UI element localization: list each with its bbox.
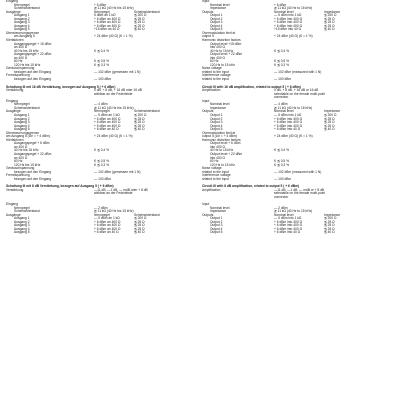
spec-impedance: ≦ 25 Ω [324, 23, 335, 28]
spec-label: Output 4 [210, 123, 223, 128]
spec-value: 5 dBm an 1 kΩ [94, 13, 116, 18]
spec-label: Output 5 [210, 27, 223, 32]
spec-label: 120 Hz bis 15 kHz [14, 62, 41, 67]
spec-label: Outputs [202, 212, 214, 217]
spec-label: Ausgangspegel + 22 dBm [14, 151, 52, 156]
spec-value: + 6 dBm into 400 Ω [274, 226, 302, 231]
spec-value: Nominal level [274, 212, 294, 217]
spec-value: ≧ 11 kΩ (40 Hz bis 15 kHz) [94, 209, 134, 214]
spec-label: Geräuschspannung [6, 166, 35, 171]
spec-label: Nennpegel [14, 205, 30, 210]
spec-value: K ≦ 0,4 % [274, 48, 290, 53]
spec-value: + 6 dBm an 400 Ω [94, 16, 121, 21]
spec-impedance: ≦ 40 Ω [324, 27, 335, 32]
spec-value: K ≦ 0,4 % [274, 148, 290, 153]
spec-impedance: ≦ 200 Ω [324, 112, 337, 117]
spec-label: Scheinwiderstand [14, 6, 40, 11]
spec-value: K ≦ 0,5 % [274, 59, 290, 64]
spec-value: + 6 dBm into 400 Ω [274, 16, 302, 21]
spec-label: Nennpegel [14, 102, 30, 107]
spec-impedance: ≦ 25 Ω [324, 123, 335, 128]
spec-value: K ≦ 0,4 % [94, 148, 110, 153]
spec-value: —11 dB, —1 dB, — mdB oder + 8 dB [94, 187, 148, 192]
spec-label: Übersteuerungsgrenze [6, 130, 40, 135]
spec-label: Ausgang 3 [14, 223, 30, 228]
spec-value: —11 dB, —1 dB, — mdB or + 8 dB [274, 187, 325, 192]
spec-label: Overmodulation limit at [202, 130, 236, 135]
spec-label: an 400 Ω [14, 55, 28, 60]
spec-value: + 6 dBm into 400 Ω [274, 123, 302, 128]
spec-impedance: ≦ 200 Ω [324, 13, 337, 18]
spec-line [6, 78, 200, 82]
spec-label: Ausgangspegel + 15 dBm [14, 41, 52, 46]
spec-label: bezogen auf den Eingang [14, 176, 52, 181]
spec-label: related to the input [202, 69, 229, 74]
spec-value: + 24 dBm (40 Ω) (K = 1 %) [274, 34, 313, 39]
spec-label: Output 1 [210, 13, 223, 18]
spec-label: Ausgang 4 [14, 226, 30, 231]
spec-value: K ≦ 0,5 % [94, 159, 110, 164]
spec-label: 40 Hz bis 15 kHz [14, 148, 39, 153]
spec-label: Eingang [6, 202, 18, 207]
spec-line [202, 78, 396, 82]
spec-impedance: ≦ 25 Ω [324, 20, 335, 25]
spec-value: K ≦ 0,5 % [94, 59, 110, 64]
spec-label: an 400 Ω [14, 45, 28, 50]
spec-impedance: ≦ 25 Ω [324, 219, 335, 224]
spec-value: — 100 dBm [94, 176, 112, 181]
spec-impedance: ≦ 200 Ω [134, 216, 147, 221]
spec-value: — 102 dBm (gemessen mit 1 N) [94, 69, 141, 74]
spec-impedance: ≦ 25 Ω [134, 116, 145, 121]
spec-label: an 400 Ω [14, 155, 28, 160]
spec-value: + 6 dBm an 400 Ω [94, 23, 121, 28]
spec-label: Nominal level [210, 205, 230, 210]
spec-value: — 5 dBm an 1 kΩ [94, 112, 120, 117]
spec-label: Input [202, 202, 210, 207]
spec-label: related to the input [202, 77, 229, 82]
spec-label: Ausgang 1 [14, 13, 30, 18]
spec-label: Output 2 [210, 16, 223, 21]
spec-value: — 102 dBm (measured with 1 N) [274, 69, 322, 74]
spec-value: 0 dB, + 8 dB, + 16 dB or 16 dB [274, 88, 319, 93]
spec-label: Fremdspannung [6, 73, 30, 78]
spec-label: 120 Hz to 15 kHz [210, 62, 235, 67]
spec-label: Ausgang 2 [14, 116, 30, 121]
english-spec-column [202, 0, 396, 400]
spec-value: — 102 dBm (gemessen mit 1 N) [94, 169, 141, 174]
spec-label: Outputs [202, 109, 214, 114]
german-spec-column [6, 0, 200, 400]
spec-value: ≧ 11 kΩ (40 Hz bis 15 kHz) [94, 105, 134, 110]
spec-value: — 100 dBm [94, 77, 112, 82]
spec-label: Ausgangspegel + 22 dBm [14, 52, 52, 57]
spec-value: connector [274, 95, 289, 100]
spec-value: — 2 dBm [274, 205, 288, 210]
spec-line [6, 178, 200, 182]
spec-label: bezogen auf den Eingang [14, 69, 52, 74]
spec-value: selectable on the female multi-point [274, 191, 326, 196]
spec-label: am Ausgang 5 (Ue = + 4 dBm) [6, 134, 50, 139]
spec-value: K ≦ 0,3 % [274, 162, 290, 167]
spec-label: Output 3 [210, 223, 223, 228]
spec-value: Nominal level [274, 109, 294, 114]
spec-label: bezogen auf den Eingang [14, 77, 52, 82]
spec-label: Ausgang 1 [14, 112, 30, 117]
spec-value: ≧ 11 kΩ (40 Hz to 15 kHz) [274, 6, 313, 11]
spec-label: Output level +15 dBm [210, 41, 242, 46]
spec-value: Nennpegel [94, 109, 110, 114]
spec-value: — 5 dBm into 1 kΩ [274, 216, 302, 221]
spec-impedance: ≦ 40 Ω [134, 127, 145, 132]
spec-impedance: ≦ 25 Ω [324, 223, 335, 228]
spec-impedance: ≦ 200 Ω [324, 216, 337, 221]
spec-label: 120 Hz bis 15 kHz [14, 162, 41, 167]
spec-label: Input [202, 98, 210, 103]
spec-label: Scheinwiderstand [14, 105, 40, 110]
spec-label: Output 1 [210, 112, 223, 117]
spec-label: Ausgang 1 [14, 216, 30, 221]
spec-label: Ausgangspegel + 6 dBm [14, 141, 50, 146]
spec-label: Fremdspannung [6, 173, 30, 178]
spec-label: Impedance [210, 6, 227, 11]
spec-value: wählbar an der Federleiste [94, 191, 133, 196]
section-heading-text: Schaltung III mit 16 dB Verstärkung, bezogen auf Ausgang 5 ( + 6 dBm) [6, 84, 116, 89]
spec-value: — 5 dBm into 1 kΩ [274, 112, 302, 117]
spec-impedance: ≦ 25 Ω [324, 116, 335, 121]
spec-label: Geräuschspannung [6, 66, 35, 71]
spec-label: 60 Hz [14, 59, 23, 64]
spec-impedance: ≦ 25 Ω [134, 226, 145, 231]
spec-value: + 6 dBm an 400 Ω [94, 123, 121, 128]
spec-value: +15 dBm an 40 Ω [94, 27, 120, 32]
spec-label: into 400 Ω [210, 155, 225, 160]
spec-label: Klirrfaktoren [6, 137, 24, 142]
spec-label: Verstärkung [6, 88, 24, 93]
spec-label: into 400 Ω [210, 55, 225, 60]
spec-label: 40 Hz bis 15 kHz [14, 48, 39, 53]
spec-label: Nominal level [210, 102, 230, 107]
spec-value: + 6 dBm an 400 Ω [94, 219, 121, 224]
spec-impedance: ≦ 25 Ω [134, 123, 145, 128]
spec-label: Nennpegel [14, 2, 30, 7]
spec-label: Output 4 [210, 23, 223, 28]
spec-label: 60 Hz [210, 59, 219, 64]
spec-impedance: Impedance [324, 212, 341, 217]
spec-impedance: ≦ 25 Ω [134, 20, 145, 25]
spec-value: 0 dB, + 8 dB, + 16 dB oder 16 dB [94, 88, 142, 93]
spec-impedance: ≦ 25 Ω [134, 219, 145, 224]
spec-impedance: ≦ 25 Ω [324, 120, 335, 125]
spec-label: Output 3 [210, 20, 223, 25]
spec-value: + 24 dBm (40 Ω) (K = 1 %) [274, 134, 313, 139]
spec-value: ≧ 11 kΩ (40 Hz to 15 kHz) [274, 105, 313, 110]
spec-value: K ≦ 0,5 % [274, 159, 290, 164]
spec-value: + 6 dBm an 40 Ω [94, 230, 119, 235]
spec-value: + 6 dBm into 400 Ω [274, 23, 302, 28]
spec-label: Verstärkung [6, 187, 24, 192]
spec-impedance: ≦ 40 Ω [324, 127, 335, 132]
spec-label: Overmodulation limit at [202, 30, 236, 35]
spec-value: + 6 dBm an 400 Ω [94, 120, 121, 125]
spec-label: Ausgang 2 [14, 219, 30, 224]
spec-label: Nominal level [210, 2, 230, 7]
section-heading-text: Circuit III with 8 dB amplification, related to output 5 ( + 6 dBm) [202, 184, 300, 189]
spec-impedance: ≦ 25 Ω [324, 226, 335, 231]
spec-impedance: ≦ 25 Ω [134, 120, 145, 125]
spec-label: Output 2 [210, 219, 223, 224]
spec-label: Output 5 [210, 127, 223, 132]
spec-value: wählbar an der Federleiste [94, 91, 133, 96]
spec-impedance: ≦ 200 Ω [134, 112, 147, 117]
spec-label: Noise voltage [202, 166, 222, 171]
spec-label: Harmonic distortion factors [202, 38, 241, 43]
spec-impedance: Scheinwiderstand [134, 109, 160, 114]
spec-value: selectable on the female multi-point [274, 91, 326, 96]
spec-value: — 2 dBm [94, 205, 108, 210]
spec-label: Output 4 [210, 226, 223, 231]
spec-label: Ausgang 2 [14, 16, 30, 21]
spec-value: + 6 dBm an 400 Ω [94, 226, 121, 231]
spec-label: Amplification [202, 187, 221, 192]
spec-label: Ausgang 5 [14, 27, 30, 32]
spec-label: Interference voltage [202, 73, 231, 78]
spec-value: K ≦ 0,3 % [94, 62, 110, 67]
spec-value: + 6 dBm [94, 2, 107, 7]
spec-impedance: ≦ 200 Ω [134, 13, 147, 18]
section-heading-text: Schaltung III mit 8 dB Verstärkung, bezogen auf Ausgang 5 ( + 6 dBm) [6, 184, 114, 189]
spec-impedance: ≦ 40 Ω [134, 27, 145, 32]
spec-impedance: ≦ 25 Ω [134, 16, 145, 21]
spec-label: Output level + 22 dBm [210, 151, 243, 156]
spec-label: related to the input [202, 169, 229, 174]
spec-label: Scheinwiderstand [14, 209, 40, 214]
spec-label: Ausgänge [6, 109, 21, 114]
spec-label: Eingang [6, 98, 18, 103]
spec-label: Ausgang 4 [14, 123, 30, 128]
spec-label: Impedance [210, 209, 227, 214]
spec-label: output 5 (Ue = + 4 dBm) [202, 134, 237, 139]
spec-label: Output 2 [210, 116, 223, 121]
spec-value: ≧ 11 kΩ (40 Hz bis 15 kHz) [94, 6, 134, 11]
spec-value: +15 dBm into 40 Ω [274, 27, 302, 32]
spec-impedance: Impedance [324, 109, 341, 114]
spec-value: + 6 dBm into 400 Ω [274, 219, 302, 224]
spec-label: Harmonic distortion factors [202, 137, 241, 142]
spec-value: + 6 dBm an 400 Ω [94, 223, 121, 228]
spec-impedance: ≦ 40 Ω [324, 230, 335, 235]
spec-impedance: ≦ 25 Ω [134, 223, 145, 228]
spec-label: Ausgang 5 [14, 127, 30, 132]
spec-value: + 24 dBm (40 Ω) (K = 1 %) [94, 34, 133, 39]
spec-impedance: ≦ 40 Ω [134, 230, 145, 235]
spec-label: output 5 [202, 34, 214, 39]
spec-value: + 6 dBm [274, 2, 287, 7]
spec-label: Klirrfaktoren [6, 38, 24, 43]
spec-label: 60 Hz [210, 159, 219, 164]
spec-label: Impedance [210, 105, 227, 110]
spec-impedance: Scheinwiderstand [134, 9, 160, 14]
spec-value: + 6 dBm into 40 Ω [274, 230, 301, 235]
spec-value: + 24 dBm (40 Ω) (K = 1 %) [94, 134, 133, 139]
spec-label: Output 3 [210, 120, 223, 125]
spec-value: K ≦ 0,3 % [94, 162, 110, 167]
spec-label: bezogen auf den Eingang [14, 169, 52, 174]
spec-value: Nennpegel [94, 9, 110, 14]
spec-value: + 6 dBm an 400 Ω [94, 116, 121, 121]
spec-impedance: Impedance [324, 9, 341, 14]
spec-label: Output level + 22 dBm [210, 52, 243, 57]
section-heading-text: Circuit III with 16 dB amplification, related to output 5 ( + 6 dBm) [202, 84, 301, 89]
spec-label: Ausgang 5 [14, 230, 30, 235]
spec-label: Eingang [6, 0, 18, 3]
spec-label: Noise voltage [202, 66, 222, 71]
spec-label: Interference voltage [202, 173, 231, 178]
spec-label: Übersteuerungsgrenze [6, 30, 40, 35]
spec-value: + 6 dBm into 400 Ω [274, 120, 302, 125]
spec-label: Ausgang 3 [14, 20, 30, 25]
spec-value: + 6 dBm into 400 Ω [274, 20, 302, 25]
spec-label: Outputs [202, 9, 214, 14]
spec-label: Ausgänge [6, 212, 21, 217]
spec-value: — 102 dBm (measured with 1 N) [274, 169, 322, 174]
spec-label: 60 Hz [14, 159, 23, 164]
spec-label: into 400 Ω [210, 144, 225, 149]
spec-value: K ≦ 0,3 % [274, 62, 290, 67]
spec-value: + 6 dBm into 400 Ω [274, 223, 302, 228]
spec-label: related to the input [202, 176, 229, 181]
spec-value: + 6 dBm into 400 Ω [274, 116, 302, 121]
spec-value: — 4 dBm [274, 102, 288, 107]
spec-value: + 6 dBm an 400 Ω [94, 20, 121, 25]
spec-impedance: Scheinwiderstand [134, 212, 160, 217]
spec-line [6, 231, 200, 235]
spec-value: — 100 dBm [274, 176, 292, 181]
spec-impedance: ≦ 25 Ω [134, 23, 145, 28]
spec-value: — 5 dBm into 1 kΩ [274, 13, 302, 18]
spec-label: Ausgänge [6, 9, 21, 14]
spec-label: 120 Hz to 15 kHz [210, 162, 235, 167]
spec-label: Amplification [202, 88, 221, 93]
spec-value: K ≦ 0,4 % [94, 48, 110, 53]
spec-value: ≧ 11 kΩ (40 Hz to 15 kHz) [274, 209, 313, 214]
spec-label: an 400 Ω [14, 144, 28, 149]
spec-value: — 100 dBm [274, 77, 292, 82]
spec-label: Output level + 6 dBm [210, 141, 241, 146]
spec-label: Input [202, 0, 210, 3]
spec-value: + 6 dBm into 40 Ω [274, 127, 301, 132]
spec-line [202, 231, 396, 235]
spec-label: Ausgang 3 [14, 120, 30, 125]
spec-value: Nominal level [274, 9, 294, 14]
spec-label: into 400 Ω [210, 45, 225, 50]
spec-value: + 6 dBm an 40 Ω [94, 127, 119, 132]
spec-label: Ausgang 4 [14, 23, 30, 28]
spec-label: Output 5 [210, 230, 223, 235]
spec-line [202, 178, 396, 182]
spec-value: — 4 dBm [94, 102, 108, 107]
spec-impedance: ≦ 25 Ω [324, 16, 335, 21]
spec-value: connector [274, 194, 289, 199]
spec-value: — 5 dBm an 1 kΩ [94, 216, 120, 221]
spec-label: Output 1 [210, 216, 223, 221]
spec-label: 40 Hz to 15 kHz [210, 148, 234, 153]
spec-label: am Ausgang 5 [14, 34, 35, 39]
spec-value: Nennpegel [94, 212, 110, 217]
spec-label: 40 Hz to 15 kHz [210, 48, 234, 53]
